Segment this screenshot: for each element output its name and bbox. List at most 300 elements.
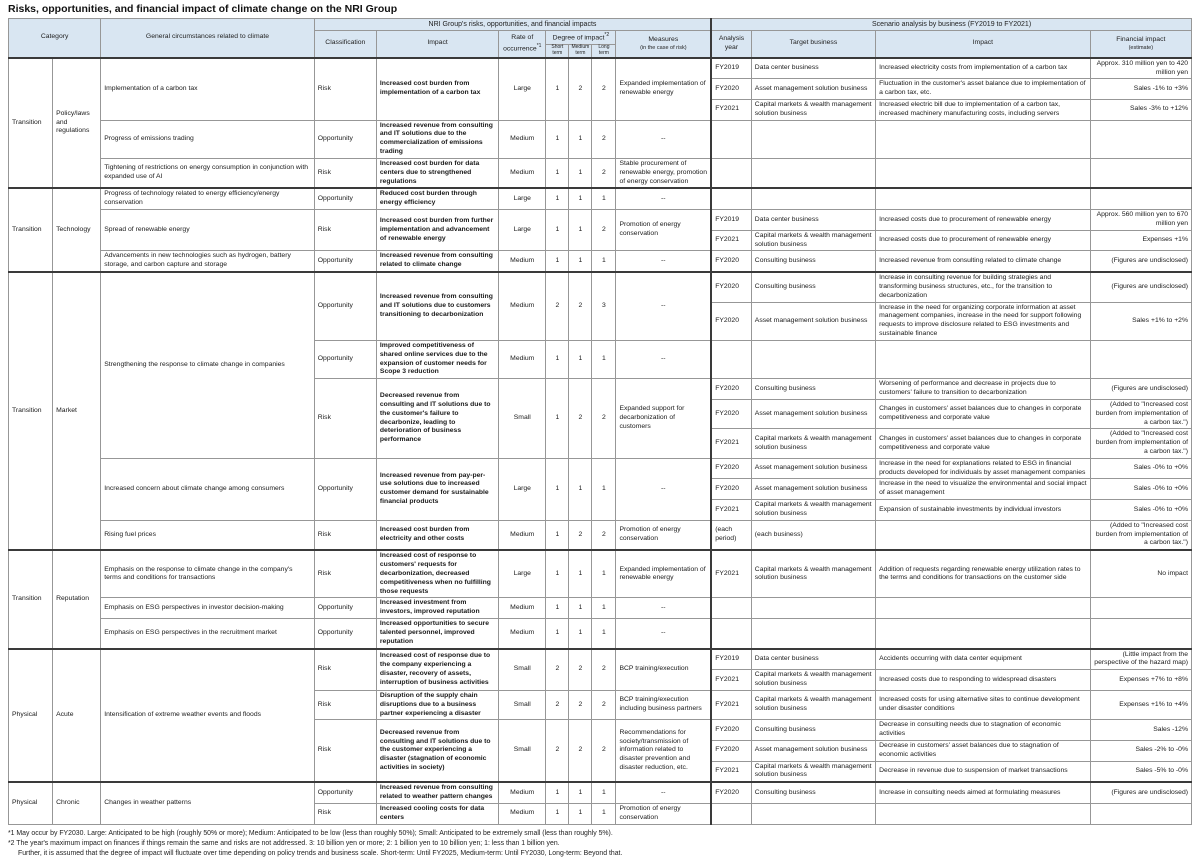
measures-cell: -- [616,619,711,649]
measures-cell: -- [616,598,711,619]
measures-cell: Stable procurement of renewable energy, promotion of energy conservation [616,158,711,188]
target-business-cell: Data center business [751,210,875,231]
degree-medium-term-cell: 1 [569,120,592,158]
financial-impact-cell [1090,340,1191,378]
rate-cell: Medium [499,782,546,803]
analysis-year-cell: FY2020 [711,251,751,272]
rate-cell: Medium [499,619,546,649]
target-business-cell: Asset management solution business [751,399,875,428]
rate-cell: Medium [499,598,546,619]
header-measures-subnote: (in the case of risk) [640,44,687,51]
analysis-year-cell: FY2019 [711,649,751,670]
circumstance-cell: Emphasis on the response to climate change in the company's terms and conditions for transactions [101,550,315,598]
measures-cell: Promotion of energy conservation [616,803,711,824]
circumstance-cell: Changes in weather patterns [101,782,315,824]
financial-impact-cell: Sales -5% to -0% [1090,761,1191,782]
degree-long-term-cell: 1 [592,340,616,378]
degree-medium-term-cell: 1 [569,550,592,598]
scenario-impact-cell [876,188,1091,209]
target-business-cell: Capital markets & wealth management solution business [751,761,875,782]
classification-cell: Opportunity [314,251,376,272]
financial-impact-cell: (Little impact from the perspective of the hazard map) [1090,649,1191,670]
header-measures-label: Measures [648,35,679,43]
scenario-impact-cell: Increase in the need to visualize the environmental and social impact of asset management [876,479,1091,500]
target-business-cell [751,619,875,649]
footnote-3: Further, it is assumed that the degree of impact will fluctuate over time depending on policy trends and business scale. Short-term: Until FY2025, Medium-term: Until FY2030, Long-term: Beyond that. [18,850,623,858]
impact-cell: Increased revenue from consulting and IT solutions due to customers transitioning to decarbonization [376,272,498,340]
circumstance-cell: Progress of emissions trading [101,120,315,158]
classification-cell: Risk [314,720,376,782]
table-row [9,550,1192,598]
scenario-impact-cell: Accidents occurring with data center equipment [876,649,1091,670]
degree-medium-term-cell: 2 [569,649,592,691]
category-cell: Transition [9,550,53,648]
rate-cell: Small [499,720,546,782]
target-business-cell: Capital markets & wealth management solution business [751,429,875,458]
degree-long-term-cell: 1 [592,598,616,619]
scenario-impact-cell [876,803,1091,824]
scenario-impact-cell: Increased electric bill due to implementation of a carbon tax, increased machinery manufacturing costs, including servers [876,100,1091,121]
category-cell: Transition [9,188,53,272]
financial-impact-cell: (Figures are undisclosed) [1090,251,1191,272]
header-rate-label: Rate of occurrence [503,33,537,53]
header-degree-marker: *2 [604,32,610,39]
classification-cell: Opportunity [314,458,376,520]
classification-cell: Opportunity [314,619,376,649]
analysis-year-cell: FY2019 [711,210,751,231]
degree-long-term-cell: 2 [592,58,616,120]
circumstance-cell: Emphasis on ESG perspectives in the recruitment market [101,619,315,649]
rate-cell: Small [499,690,546,719]
financial-impact-cell: (Figures are undisclosed) [1090,782,1191,803]
impact-cell: Reduced cost burden through energy efficiency [376,188,498,209]
header-classification: Classification [314,31,376,58]
circumstance-cell: Rising fuel prices [101,520,315,550]
rate-cell: Large [499,550,546,598]
classification-cell: Opportunity [314,272,376,340]
degree-long-term-cell: 1 [592,188,616,209]
degree-short-term-cell: 1 [546,803,569,824]
scenario-impact-cell: Expansion of sustainable investments by individual investors [876,500,1091,521]
degree-medium-term-cell: 1 [569,158,592,188]
classification-cell: Risk [314,520,376,550]
analysis-year-cell: FY2020 [711,79,751,100]
header-medium-term: Medium term [569,45,592,58]
header-scenario-group: Scenario analysis by business (FY2019 to FY2021) [711,19,1191,31]
rate-cell: Small [499,649,546,691]
scenario-impact-cell: Increase in consulting needs aimed at formulating measures [876,782,1091,803]
degree-medium-term-cell: 2 [569,379,592,459]
rate-cell: Medium [499,340,546,378]
target-business-cell: Consulting business [751,379,875,400]
scenario-impact-cell [876,340,1091,378]
analysis-year-cell: FY2021 [711,429,751,458]
degree-short-term-cell: 1 [546,379,569,459]
degree-long-term-cell: 1 [592,458,616,520]
target-business-cell [751,340,875,378]
header-impact: Impact [376,31,498,58]
header-financial-label: Financial impact [1116,35,1166,43]
analysis-year-cell: FY2021 [711,690,751,719]
analysis-year-cell [711,188,751,209]
target-business-cell: Capital markets & wealth management solution business [751,100,875,121]
scenario-impact-cell: Decrease in revenue due to suspension of market transactions [876,761,1091,782]
header-circumstances: General circumstances related to climate [101,19,315,58]
degree-short-term-cell: 2 [546,272,569,340]
degree-short-term-cell: 1 [546,58,569,120]
impact-cell: Increased cost burden from further implementation and advancement of renewable energy [376,210,498,251]
financial-impact-cell: Sales -0% to +0% [1090,458,1191,479]
table-row [9,58,1192,79]
target-business-cell: Consulting business [751,720,875,741]
classification-cell: Risk [314,550,376,598]
financial-impact-cell: Expenses +1% [1090,230,1191,251]
degree-medium-term-cell: 2 [569,690,592,719]
degree-medium-term-cell: 1 [569,251,592,272]
scenario-impact-cell: Increased electricity costs from implementation of a carbon tax [876,58,1091,79]
financial-impact-cell: (Added to "Increased cost burden from implementation of a carbon tax.") [1090,429,1191,458]
circumstance-cell: Intensification of extreme weather events and floods [101,649,315,783]
impact-cell: Decreased revenue from consulting and IT solutions due to the customer experiencing a disaster (stagnation of economic activities in society) [376,720,498,782]
scenario-impact-cell: Addition of requests regarding renewable energy utilization rates to the terms and conditions for transactions on the customer side [876,550,1091,598]
measures-cell: -- [616,782,711,803]
impact-cell: Increased cooling costs for data centers [376,803,498,824]
analysis-year-cell [711,598,751,619]
rate-cell: Medium [499,120,546,158]
analysis-year-cell: FY2019 [711,58,751,79]
subcategory-cell: Policy/laws and regulations [53,58,101,189]
rate-cell: Medium [499,803,546,824]
scenario-impact-cell [876,120,1091,158]
financial-impact-cell [1090,188,1191,209]
measures-cell: -- [616,340,711,378]
analysis-year-cell: FY2021 [711,100,751,121]
degree-medium-term-cell: 2 [569,58,592,120]
scenario-impact-cell: Changes in customers' asset balances due to changes in corporate competitiveness and corporate value [876,429,1091,458]
header-financial-impact [1090,31,1191,58]
scenario-impact-cell: Fluctuation in the customer's asset balance due to implementation of a carbon tax, etc. [876,79,1091,100]
degree-short-term-cell: 1 [546,598,569,619]
scenario-impact-cell: Increase in consulting revenue for building strategies and transforming business structures, etc., for the transition to decarbonization [876,272,1091,302]
measures-cell: Expanded implementation of renewable energy [616,550,711,598]
subcategory-cell: Acute [53,649,101,783]
financial-impact-cell: Sales -0% to +0% [1090,500,1191,521]
classification-cell: Risk [314,803,376,824]
scenario-impact-cell: Decrease in customers' asset balances due to stagnation of economic activities [876,741,1091,762]
impact-cell: Increased revenue from pay-per-use solutions due to increased customer demand for sustainable financial products [376,458,498,520]
financial-impact-cell [1090,803,1191,824]
circumstance-cell: Emphasis on ESG perspectives in investor decision-making [101,598,315,619]
table-header [9,19,1192,58]
analysis-year-cell: FY2020 [711,741,751,762]
classification-cell: Risk [314,58,376,120]
target-business-cell [751,120,875,158]
measures-cell: -- [616,120,711,158]
scenario-impact-cell: Increase in the need for organizing corporate information at asset management companies, increase in the need for support following requests to improve disclosure related to ESG investments and sustainable finance [876,302,1091,340]
table-row [9,619,1192,649]
degree-long-term-cell: 2 [592,649,616,691]
rate-cell: Medium [499,251,546,272]
degree-medium-term-cell: 1 [569,188,592,209]
degree-medium-term-cell: 2 [569,272,592,340]
climate-risk-table [8,18,1192,825]
circumstance-cell: Spread of renewable energy [101,210,315,251]
subcategory-cell: Chronic [53,782,101,824]
analysis-year-cell [711,158,751,188]
financial-impact-cell: Expenses +7% to +8% [1090,670,1191,691]
analysis-year-cell: (each period) [711,520,751,550]
measures-cell: BCP training/execution [616,649,711,691]
impact-cell: Increased cost burden from implementation of a carbon tax [376,58,498,120]
financial-impact-cell: Sales -1% to +3% [1090,79,1191,100]
degree-medium-term-cell: 1 [569,619,592,649]
financial-impact-cell [1090,158,1191,188]
table-body [9,58,1192,824]
footnote-2: *2 The year's maximum impact on finances if things remain the same and risks are not addressed. 3: 10 billion yen or more; 2: 1 billion yen to 10 billion yen; 1: less than 1 billion yen. [8,839,560,847]
header-degree-of-impact [546,31,616,45]
circumstance-cell: Progress of technology related to energy efficiency/energy conservation [101,188,315,209]
target-business-cell: Asset management solution business [751,302,875,340]
impact-cell: Increased revenue from consulting related to climate change [376,251,498,272]
table-row [9,158,1192,188]
header-rate-of-occurrence [499,31,546,58]
header-category: Category [9,19,101,58]
page-title: Risks, opportunities, and financial impact of climate change on the NRI Group [8,3,398,15]
degree-medium-term-cell: 2 [569,520,592,550]
degree-long-term-cell: 2 [592,210,616,251]
degree-long-term-cell: 2 [592,520,616,550]
degree-medium-term-cell: 1 [569,803,592,824]
classification-cell: Risk [314,210,376,251]
circumstance-cell: Tightening of restrictions on energy consumption in conjunction with expanded use of AI [101,158,315,188]
table-row [9,251,1192,272]
table-row [9,120,1192,158]
target-business-cell: Asset management solution business [751,79,875,100]
scenario-impact-cell: Increase in the need for explanations related to ESG in financial products developed for individuals by asset management companies [876,458,1091,479]
financial-impact-cell: (Figures are undisclosed) [1090,272,1191,302]
header-financial-subnote: (estimate) [1128,44,1154,51]
financial-impact-cell: Sales -12% [1090,720,1191,741]
rate-cell: Small [499,379,546,459]
circumstance-cell: Advancements in new technologies such as hydrogen, battery storage, and carbon capture and storage [101,251,315,272]
degree-long-term-cell: 2 [592,158,616,188]
impact-cell: Increased revenue from consulting related to weather pattern changes [376,782,498,803]
scenario-impact-cell: Increased revenue from consulting related to climate change [876,251,1091,272]
measures-cell: BCP training/execution including business partners [616,690,711,719]
degree-short-term-cell: 1 [546,619,569,649]
financial-impact-cell: (Added to "Increased cost burden from implementation of a carbon tax.") [1090,399,1191,428]
degree-short-term-cell: 1 [546,120,569,158]
degree-short-term-cell: 1 [546,251,569,272]
scenario-impact-cell: Worsening of performance and decrease in projects due to customers' failure to transition to decarbonization [876,379,1091,400]
degree-short-term-cell: 1 [546,550,569,598]
rate-cell: Medium [499,272,546,340]
impact-cell: Increased opportunities to secure talented personnel, improved reputation [376,619,498,649]
circumstance-cell: Strengthening the response to climate change in companies [101,272,315,458]
target-business-cell [751,598,875,619]
classification-cell: Opportunity [314,340,376,378]
table-row [9,188,1192,209]
financial-impact-cell: Sales +1% to +2% [1090,302,1191,340]
degree-short-term-cell: 1 [546,458,569,520]
target-business-cell: Capital markets & wealth management solution business [751,670,875,691]
scenario-impact-cell: Increased costs due to procurement of renewable energy [876,210,1091,231]
scenario-impact-cell [876,520,1091,550]
analysis-year-cell: FY2020 [711,458,751,479]
analysis-year-cell: FY2020 [711,782,751,803]
impact-cell: Disruption of the supply chain disruptions due to a business partner experiencing a disaster [376,690,498,719]
target-business-cell: Asset management solution business [751,741,875,762]
category-cell: Transition [9,272,53,550]
impact-cell: Increased cost of response due to the company experiencing a disaster, recovery of assets, interruption of business activities [376,649,498,691]
financial-impact-cell: Sales -3% to +12% [1090,100,1191,121]
analysis-year-cell: FY2020 [711,399,751,428]
measures-cell: -- [616,188,711,209]
table-row [9,210,1192,231]
measures-cell: -- [616,251,711,272]
measures-cell: Promotion of energy conservation [616,520,711,550]
target-business-cell: Consulting business [751,782,875,803]
classification-cell: Opportunity [314,782,376,803]
subcategory-cell: Reputation [53,550,101,648]
table-row [9,520,1192,550]
footnote-1: *1 May occur by FY2030. Large: Anticipated to be high (roughly 50% or more); Medium: Anticipated to be low (less than roughly 50%); Small: Anticipated to be extremely small (less than roughly 5%). [8,829,613,837]
analysis-year-cell: FY2021 [711,550,751,598]
target-business-cell [751,158,875,188]
target-business-cell: (each business) [751,520,875,550]
degree-medium-term-cell: 2 [569,720,592,782]
header-scenario-impact: Impact [876,31,1091,58]
header-target-business: Target business [751,31,875,58]
category-cell: Physical [9,649,53,783]
circumstance-cell: Increased concern about climate change among consumers [101,458,315,520]
degree-short-term-cell: 2 [546,690,569,719]
financial-impact-cell: No impact [1090,550,1191,598]
classification-cell: Risk [314,379,376,459]
target-business-cell: Capital markets & wealth management solution business [751,500,875,521]
financial-impact-cell: Approx. 310 million yen to 420 million yen [1090,58,1191,79]
degree-long-term-cell: 1 [592,251,616,272]
header-degree-label: Degree of impact [552,34,605,42]
target-business-cell: Capital markets & wealth management solution business [751,690,875,719]
degree-short-term-cell: 1 [546,520,569,550]
scenario-impact-cell: Increased costs due to procurement of renewable energy [876,230,1091,251]
analysis-year-cell [711,803,751,824]
degree-short-term-cell: 1 [546,782,569,803]
target-business-cell: Data center business [751,649,875,670]
scenario-impact-cell [876,619,1091,649]
target-business-cell: Capital markets & wealth management solution business [751,230,875,251]
impact-cell: Increased investment from investors, improved reputation [376,598,498,619]
analysis-year-cell: FY2021 [711,500,751,521]
scenario-impact-cell: Decrease in consulting needs due to stagnation of economic activities [876,720,1091,741]
table-row [9,649,1192,670]
degree-long-term-cell: 2 [592,720,616,782]
analysis-year-cell [711,340,751,378]
category-cell: Physical [9,782,53,824]
table-row [9,458,1192,479]
degree-long-term-cell: 3 [592,272,616,340]
financial-impact-cell [1090,619,1191,649]
target-business-cell: Consulting business [751,272,875,302]
header-rate-marker: *1 [536,42,542,49]
table-row [9,272,1192,302]
financial-impact-cell [1090,120,1191,158]
analysis-year-cell: FY2021 [711,230,751,251]
table-row [9,782,1192,803]
degree-long-term-cell: 2 [592,120,616,158]
financial-impact-cell: Approx. 560 million yen to 670 million yen [1090,210,1191,231]
financial-impact-cell: (Figures are undisclosed) [1090,379,1191,400]
impact-cell: Increased revenue from consulting and IT solutions due to the commercialization of emissions trading [376,120,498,158]
degree-medium-term-cell: 1 [569,340,592,378]
header-long-term: Long term [592,45,616,58]
financial-impact-cell: Sales -0% to +0% [1090,479,1191,500]
degree-long-term-cell: 1 [592,803,616,824]
subcategory-cell: Market [53,272,101,550]
degree-medium-term-cell: 1 [569,598,592,619]
measures-cell: Expanded support for decarbonization of customers [616,379,711,459]
target-business-cell: Asset management solution business [751,479,875,500]
rate-cell: Large [499,188,546,209]
measures-cell: -- [616,272,711,340]
analysis-year-cell [711,619,751,649]
rate-cell: Large [499,210,546,251]
classification-cell: Risk [314,649,376,691]
rate-cell: Large [499,458,546,520]
classification-cell: Opportunity [314,120,376,158]
degree-short-term-cell: 1 [546,340,569,378]
impact-cell: Increased cost burden for data centers due to strengthened regulations [376,158,498,188]
analysis-year-cell: FY2021 [711,761,751,782]
scenario-impact-cell [876,598,1091,619]
table-row [9,598,1192,619]
analysis-year-cell: FY2020 [711,272,751,302]
degree-long-term-cell: 2 [592,690,616,719]
classification-cell: Opportunity [314,598,376,619]
header-nri-group: NRI Group's risks, opportunities, and financial impacts [314,19,711,31]
degree-short-term-cell: 2 [546,720,569,782]
category-cell: Transition [9,58,53,189]
footnotes [8,829,1192,860]
analysis-year-cell: FY2020 [711,379,751,400]
impact-cell: Decreased revenue from consulting and IT solutions due to the customer's failure to decarbonize, leading to deterioration of business performance [376,379,498,459]
target-business-cell: Asset management solution business [751,458,875,479]
degree-short-term-cell: 1 [546,158,569,188]
degree-short-term-cell: 1 [546,188,569,209]
header-measures [616,31,711,58]
degree-long-term-cell: 1 [592,619,616,649]
scenario-impact-cell [876,158,1091,188]
scenario-impact-cell: Increased costs for using alternative sites to continue development under disaster conditions [876,690,1091,719]
target-business-cell [751,188,875,209]
subcategory-cell: Technology [53,188,101,272]
classification-cell: Opportunity [314,188,376,209]
classification-cell: Risk [314,690,376,719]
degree-short-term-cell: 1 [546,210,569,251]
classification-cell: Risk [314,158,376,188]
measures-cell: -- [616,458,711,520]
financial-impact-cell [1090,598,1191,619]
degree-medium-term-cell: 1 [569,458,592,520]
target-business-cell: Data center business [751,58,875,79]
analysis-year-cell: FY2021 [711,670,751,691]
target-business-cell [751,803,875,824]
financial-impact-cell: Sales -2% to -0% [1090,741,1191,762]
impact-cell: Increased cost of response to customers' requests for decarbonization, decreased competitiveness when no fulfilling those requests [376,550,498,598]
financial-impact-cell: (Added to "Increased cost burden from implementation of a carbon tax.") [1090,520,1191,550]
rate-cell: Large [499,58,546,120]
